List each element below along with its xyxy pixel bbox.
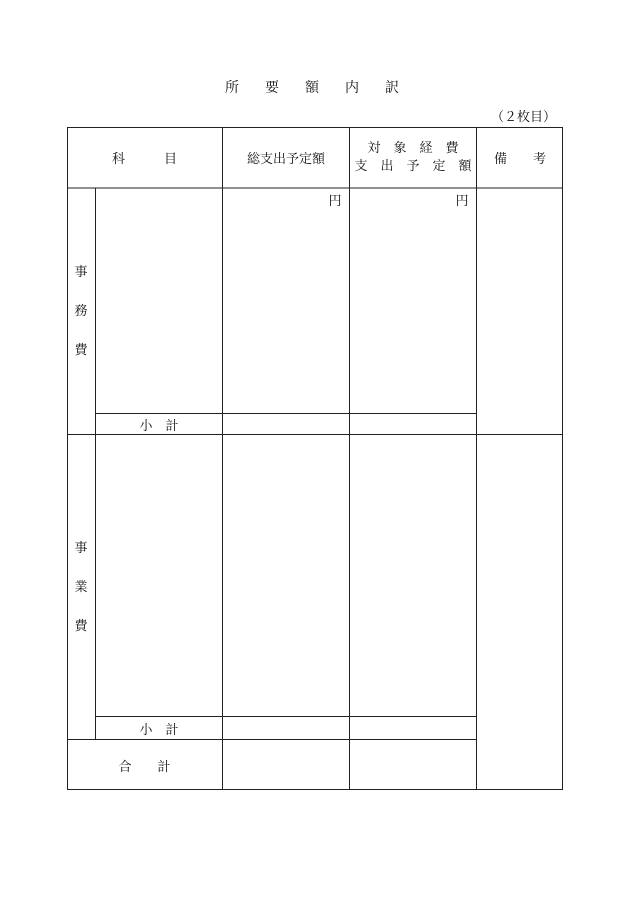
page-title: 所 要 額 内 訳 bbox=[225, 80, 405, 96]
grand-total-label: 合 計 bbox=[118, 759, 171, 775]
section-office-expenses-label bbox=[67, 188, 95, 434]
office-total-planned-cell[interactable] bbox=[223, 209, 349, 413]
subtotal-label: 小 計 bbox=[139, 722, 179, 738]
section-label-char: 事 bbox=[74, 540, 88, 556]
section-label-char: 事 bbox=[74, 264, 88, 280]
project-remarks-cell[interactable] bbox=[477, 435, 563, 790]
unit-eligible: 円 bbox=[455, 193, 469, 209]
project-eligible-cell[interactable] bbox=[350, 435, 476, 716]
header-subject: 科 目 bbox=[111, 152, 177, 167]
header-eligible-expense bbox=[350, 127, 476, 188]
header-total-planned: 総支出予定額 bbox=[246, 152, 325, 167]
project-subtotal-eligible-cell[interactable] bbox=[350, 717, 476, 739]
project-total-planned-cell[interactable] bbox=[223, 435, 349, 716]
section-label-char: 務 bbox=[74, 303, 88, 319]
office-expense-items-cell[interactable] bbox=[96, 189, 222, 413]
section-label-char: 費 bbox=[74, 342, 88, 358]
project-expense-items-cell[interactable] bbox=[96, 435, 222, 716]
section-project-expenses-label bbox=[67, 435, 95, 739]
sheet-number: （２枚目） bbox=[490, 110, 556, 125]
grand-total-eligible-cell[interactable] bbox=[350, 740, 476, 790]
section-label-char: 費 bbox=[74, 618, 88, 634]
breakdown-table bbox=[67, 127, 563, 790]
header-remarks: 備 考 bbox=[493, 152, 546, 167]
office-remarks-cell[interactable] bbox=[477, 189, 563, 434]
project-subtotal-total-cell[interactable] bbox=[223, 717, 349, 739]
header-eligible-line2: 支 出 予 定 額 bbox=[354, 158, 472, 174]
office-eligible-cell[interactable] bbox=[350, 209, 476, 413]
section-label-char: 業 bbox=[74, 579, 88, 595]
subtotal-label: 小 計 bbox=[139, 418, 179, 434]
grand-total-planned-cell[interactable] bbox=[223, 740, 349, 790]
office-subtotal-total-cell[interactable] bbox=[223, 414, 349, 434]
office-subtotal-eligible-cell[interactable] bbox=[350, 414, 476, 434]
header-eligible-line1: 対 象 経 費 bbox=[367, 140, 459, 156]
unit-total-planned: 円 bbox=[328, 193, 342, 209]
